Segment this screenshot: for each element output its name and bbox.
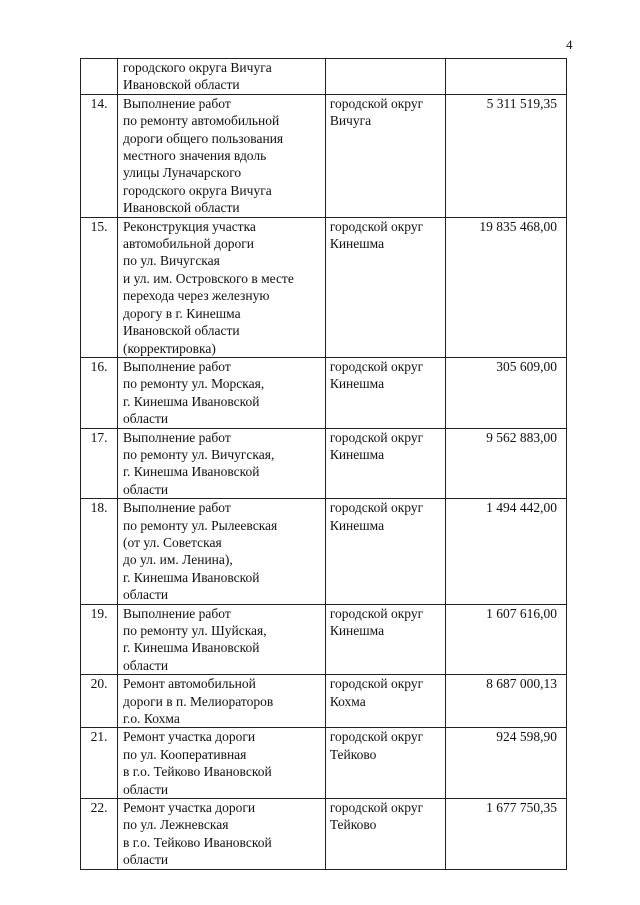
amount bbox=[445, 59, 566, 95]
table-row bbox=[81, 428, 567, 499]
municipality bbox=[325, 94, 445, 217]
object-name-line: Выполнение работ bbox=[123, 605, 231, 621]
object-name-line: городского округа Вичуга bbox=[123, 182, 272, 198]
row-number: 19. bbox=[81, 604, 118, 675]
object-name-line: дороги в п. Мелиораторов bbox=[123, 693, 274, 709]
object-name-line: по ремонту ул. Вичугская, bbox=[123, 446, 275, 462]
amount: 19 835 468,00 bbox=[445, 217, 566, 357]
object-name bbox=[118, 728, 326, 799]
municipality-line: Вичуга bbox=[329, 113, 372, 129]
table-row bbox=[81, 59, 567, 95]
object-name bbox=[118, 675, 326, 728]
municipality-line: городской округ bbox=[329, 358, 424, 374]
table-row bbox=[81, 799, 567, 870]
municipality-line: Кинешма bbox=[329, 623, 385, 638]
municipality-line: городской округ bbox=[329, 729, 424, 745]
table-row bbox=[81, 604, 567, 675]
object-name-line: городского округа Вичуга bbox=[123, 60, 272, 75]
table-row bbox=[81, 217, 567, 357]
municipality-line: Тейково bbox=[329, 817, 377, 833]
object-name-line: области bbox=[123, 481, 169, 497]
row-number: 16. bbox=[81, 357, 118, 428]
object-name-line: перехода через железную bbox=[123, 288, 270, 304]
object-name-line: (корректировка) bbox=[123, 340, 216, 356]
amount: 1 677 750,35 bbox=[445, 799, 566, 870]
object-name bbox=[118, 217, 326, 357]
object-name-line: Выполнение работ bbox=[123, 429, 231, 445]
amount: 1 494 442,00 bbox=[445, 499, 566, 604]
object-name-line: по ремонту ул. Рылеевская bbox=[123, 517, 278, 533]
municipality-line: городской округ bbox=[329, 429, 424, 445]
row-number: 17. bbox=[81, 428, 118, 499]
object-name-line: Реконструкция участка bbox=[123, 218, 256, 234]
amount: 924 598,90 bbox=[445, 728, 566, 799]
amount: 1 607 616,00 bbox=[445, 604, 566, 675]
object-name-line: и ул. им. Островского в месте bbox=[123, 270, 294, 286]
municipality-line: городской округ bbox=[329, 500, 424, 516]
object-name bbox=[118, 428, 326, 499]
amount: 305 609,00 bbox=[445, 357, 566, 428]
object-name-line: области bbox=[123, 587, 169, 603]
municipality-line: Кинешма bbox=[329, 446, 385, 462]
object-name-line: по ул. Вичугская bbox=[123, 253, 220, 269]
object-name-line: улицы Луначарского bbox=[123, 165, 242, 181]
object-name-line: области bbox=[123, 411, 169, 427]
row-number: 18. bbox=[81, 499, 118, 604]
object-name-line: по ул. Кооперативная bbox=[123, 746, 247, 762]
municipality-line: городской округ bbox=[329, 218, 424, 234]
municipality bbox=[325, 499, 445, 604]
table-row bbox=[81, 499, 567, 604]
table-body bbox=[81, 59, 567, 870]
table-row bbox=[81, 675, 567, 728]
object-name-line: по ул. Лежневская bbox=[123, 817, 229, 833]
row-number: 15. bbox=[81, 217, 118, 357]
object-name-line: области bbox=[123, 781, 169, 797]
table-row bbox=[81, 357, 567, 428]
object-name-line: области bbox=[123, 852, 169, 868]
object-name-line: местного значения вдоль bbox=[123, 148, 267, 164]
object-name bbox=[118, 94, 326, 217]
table-row bbox=[81, 94, 567, 217]
row-number: 21. bbox=[81, 728, 118, 799]
object-name-line: до ул. им. Ленина), bbox=[123, 552, 233, 568]
object-name bbox=[118, 357, 326, 428]
municipality-line: Тейково bbox=[329, 746, 377, 762]
municipality-line: городской округ bbox=[329, 800, 424, 816]
object-name-line: области bbox=[123, 657, 169, 673]
municipality-line: городской округ bbox=[329, 605, 424, 621]
object-name-line: Ремонт автомобильной bbox=[123, 676, 256, 692]
object-name-line: Ремонт участка дороги bbox=[123, 800, 256, 816]
object-name-line: Ремонт участка дороги bbox=[123, 729, 256, 745]
object-name bbox=[118, 499, 326, 604]
municipality bbox=[325, 799, 445, 870]
municipality-line: Кохма bbox=[329, 693, 366, 709]
municipality bbox=[325, 604, 445, 675]
object-name-line: по ремонту ул. Шуйская, bbox=[123, 623, 267, 638]
object-name-line: Выполнение работ bbox=[123, 95, 231, 111]
object-name-line: Ивановской области bbox=[123, 323, 240, 339]
municipality-line: городской округ bbox=[329, 676, 424, 692]
municipality bbox=[325, 357, 445, 428]
row-number: 14. bbox=[81, 94, 118, 217]
municipality-line: Кинешма bbox=[329, 236, 385, 252]
object-name-line: г. Кинешма Ивановской bbox=[123, 393, 260, 409]
object-name-line: Выполнение работ bbox=[123, 500, 231, 516]
object-name-line: г.о. Кохма bbox=[123, 711, 180, 727]
object-name-line: г. Кинешма Ивановской bbox=[123, 464, 260, 480]
object-name-line: Выполнение работ bbox=[123, 358, 231, 374]
municipality bbox=[325, 59, 445, 95]
row-number: 22. bbox=[81, 799, 118, 870]
municipality bbox=[325, 217, 445, 357]
object-name-line: дорогу в г. Кинешма bbox=[123, 305, 241, 321]
row-number: 20. bbox=[81, 675, 118, 728]
object-name-line: (от ул. Советская bbox=[123, 534, 222, 550]
object-name-line: г. Кинешма Ивановской bbox=[123, 640, 260, 656]
municipality-line: Кинешма bbox=[329, 376, 385, 392]
objects-table bbox=[80, 58, 567, 870]
municipality-line: Кинешма bbox=[329, 517, 385, 533]
object-name-line: по ремонту автомобильной bbox=[123, 113, 280, 129]
table-row bbox=[81, 728, 567, 799]
object-name bbox=[118, 799, 326, 870]
object-name-line: г. Кинешма Ивановской bbox=[123, 569, 260, 585]
object-name bbox=[118, 59, 326, 95]
object-name-line: в г.о. Тейково Ивановской bbox=[123, 764, 272, 780]
amount: 5 311 519,35 bbox=[445, 94, 566, 217]
municipality-line: городской округ bbox=[329, 95, 424, 111]
amount: 9 562 883,00 bbox=[445, 428, 566, 499]
page-number: 4 bbox=[566, 37, 573, 52]
object-name-line: в г.о. Тейково Ивановской bbox=[123, 834, 272, 850]
object-name-line: по ремонту ул. Морская, bbox=[123, 376, 265, 392]
municipality bbox=[325, 675, 445, 728]
amount: 8 687 000,13 bbox=[445, 675, 566, 728]
row-number bbox=[81, 59, 118, 95]
object-name-line: автомобильной дороги bbox=[123, 236, 254, 252]
municipality bbox=[325, 728, 445, 799]
object-name-line: Ивановской области bbox=[123, 200, 240, 216]
object-name-line: дороги общего пользования bbox=[123, 130, 284, 146]
object-name bbox=[118, 604, 326, 675]
municipality bbox=[325, 428, 445, 499]
object-name-line: Ивановской области bbox=[123, 77, 240, 93]
